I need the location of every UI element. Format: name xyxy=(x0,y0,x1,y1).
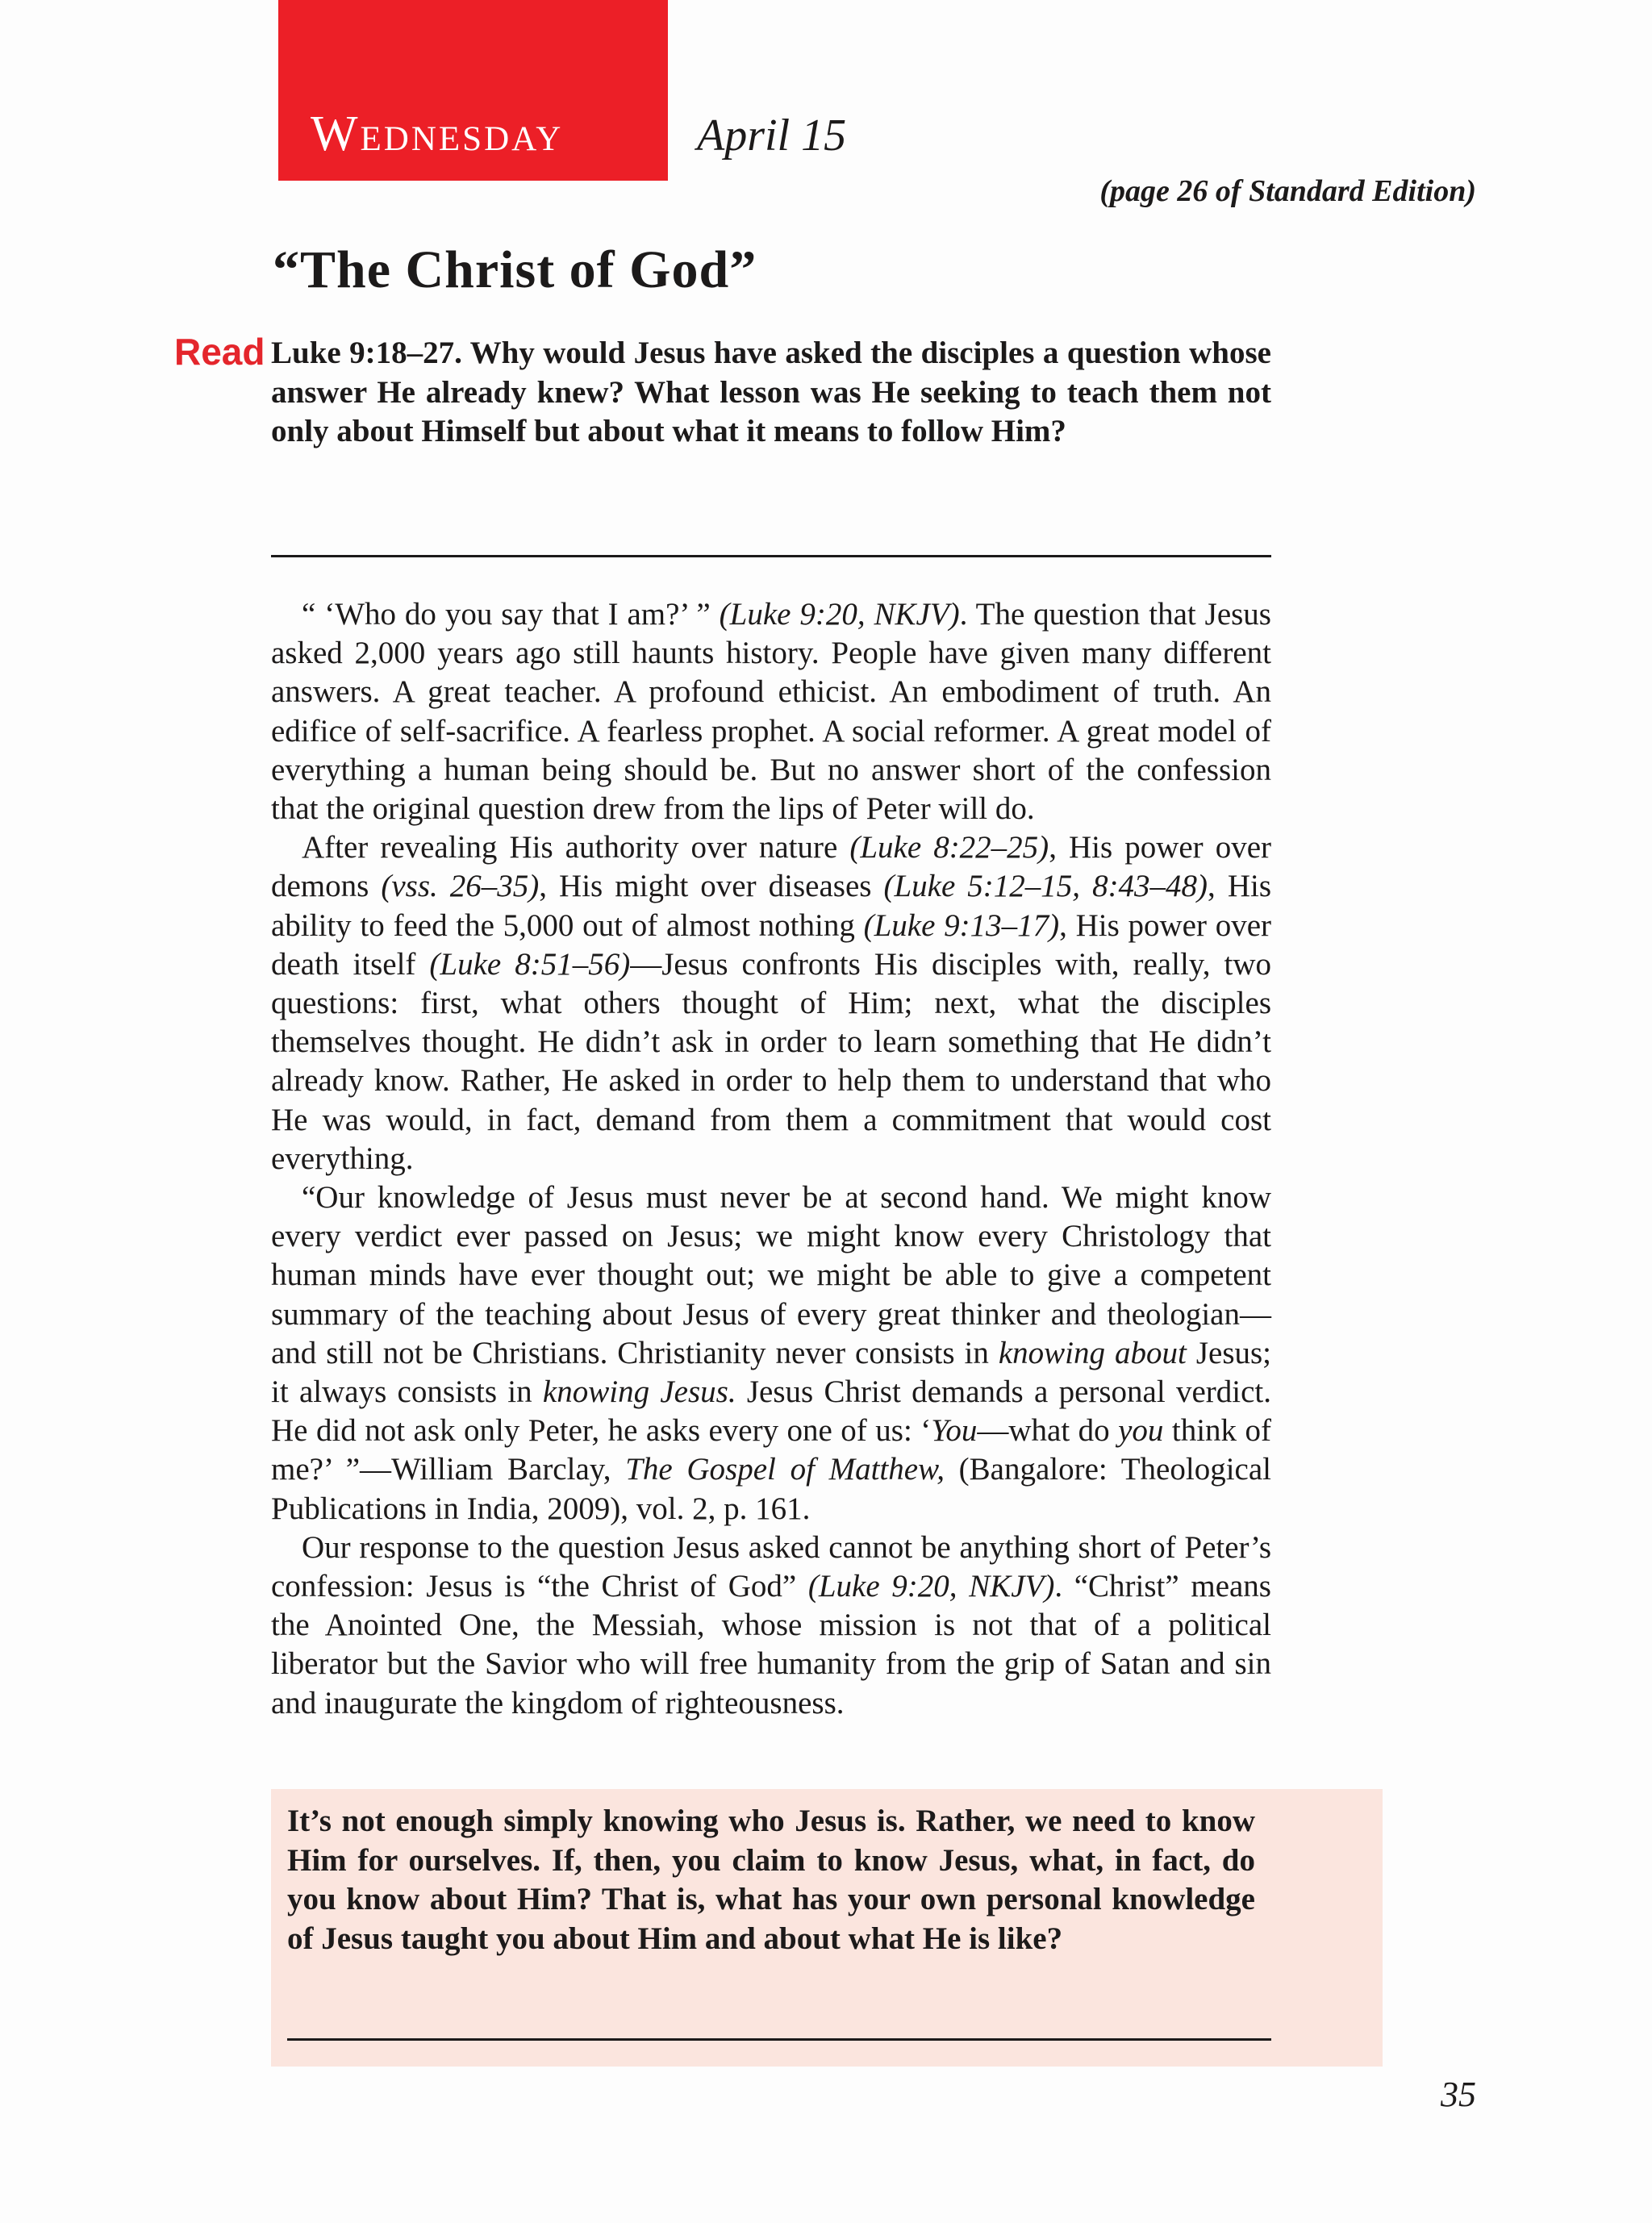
text-run: (Bangalore: Theological Publications in India, 2009), vol. 2, p. 161. xyxy=(271,1452,1271,1526)
text-run: , His ability to feed the 5,000 out of almost nothing xyxy=(271,869,1272,943)
read-prompt xyxy=(174,331,1271,452)
page-number: 35 xyxy=(1441,2075,1476,2114)
scripture-reference: (Luke 8:22–25) xyxy=(849,830,1049,865)
text-run: Our response to the question Jesus asked cannot be anything short of Peter’s confession: Jesus is “the Christ of God” xyxy=(271,1529,1271,1604)
emphasis: You xyxy=(931,1413,978,1449)
emphasis: knowing about xyxy=(998,1335,1187,1370)
paragraph-1 xyxy=(271,595,1271,828)
scripture-reference: (vss. 26–35) xyxy=(381,869,540,904)
emphasis: knowing Jesus. xyxy=(542,1374,736,1410)
emphasis: you xyxy=(1118,1413,1164,1449)
text-run: —what do xyxy=(977,1413,1119,1449)
callout-answer-line xyxy=(287,2038,1271,2041)
text-run: , His power over demons xyxy=(271,830,1272,904)
book-title: The Gospel of Matthew, xyxy=(625,1452,945,1487)
edition-note: (page 26 of Standard Edition) xyxy=(1099,174,1476,208)
paragraph-3 xyxy=(271,1178,1271,1529)
read-label: Read xyxy=(174,331,265,373)
lesson-title: “The Christ of God” xyxy=(273,240,757,299)
day-label: Wednesday xyxy=(311,106,564,161)
scripture-reference: (Luke 9:20, NKJV) xyxy=(719,597,960,632)
paragraph-4 xyxy=(271,1529,1271,1723)
scripture-reference: (Luke 8:51–56) xyxy=(429,946,631,982)
text-run: think of me?’ ”—William Barclay, xyxy=(271,1413,1272,1487)
text-run: Jesus Christ demands a personal verdict. He did not ask only Peter, he asks every one of us: ‘ xyxy=(271,1374,1271,1449)
scripture-reference: (Luke 9:13–17) xyxy=(863,907,1060,943)
text-run: —Jesus confronts His disciples with, really, two questions: first, what others thought of Him; next, what the disciples themselves thought. He didn’t ask in order to learn something that He didn’t already know. Rather, He asked in order to help them to understand that who He was would, in fact, demand from them a commitment that would cost everything. xyxy=(271,946,1271,1176)
callout-question: It’s not enough simply knowing who Jesus is. Rather, we need to know Him for ourselves. If, then, you claim to know Jesus, what, in fact, do you know about Him? That is, what has your own personal knowledge of Jesus taught you about Him and about what He is like? xyxy=(287,1804,1255,1956)
text-run: . “Christ” means the Anointed One, the Messiah, whose mission is not that of a political liberator but the Savior who will free humanity from the grip of Satan and sin and inaugurate the kingdom of righteousness. xyxy=(271,1569,1271,1720)
text-run: , His power over death itself xyxy=(271,907,1271,982)
text-run: , His might over diseases xyxy=(539,869,884,904)
body-text xyxy=(271,595,1271,1723)
scripture-reference: (Luke 9:20, NKJV) xyxy=(807,1569,1055,1604)
text-run: Jesus; it always consists in xyxy=(271,1335,1272,1410)
answer-line xyxy=(271,555,1271,557)
scripture-reference: (Luke 5:12–15, 8:43–48) xyxy=(883,869,1208,904)
date-label: April 15 xyxy=(697,111,847,161)
text-run: . The question that Jesus asked 2,000 years ago still haunts history. People have given many different answers. A great teacher. A profound ethicist. An embodiment of truth. An edifice of self-sacrifice. A fearless prophet. A social reformer. A great model of everything a human being should be. But no answer short of the confession that the original question drew from the lips of Peter will do. xyxy=(271,597,1271,827)
text-run: “Our knowledge of Jesus must never be at second hand. We might know every verdict ever passed on Jesus; we might know every Christology that human minds have ever thought out; we might be able to give a competent summary of the teaching about Jesus of every great thinker and theologian—and still not be Christians. Christianity never consists in xyxy=(271,1180,1271,1370)
paragraph-2 xyxy=(271,828,1271,1178)
read-prompt-text: Luke 9:18–27. Why would Jesus have asked the disciples a question whose answer He already knew? What lesson was He seeking to teach them not only about Himself but about what it means to follow Him? xyxy=(271,336,1271,448)
text-run: “ ‘Who do you say that I am?’ ” xyxy=(302,597,720,632)
text-run: After revealing His authority over nature xyxy=(302,830,850,865)
